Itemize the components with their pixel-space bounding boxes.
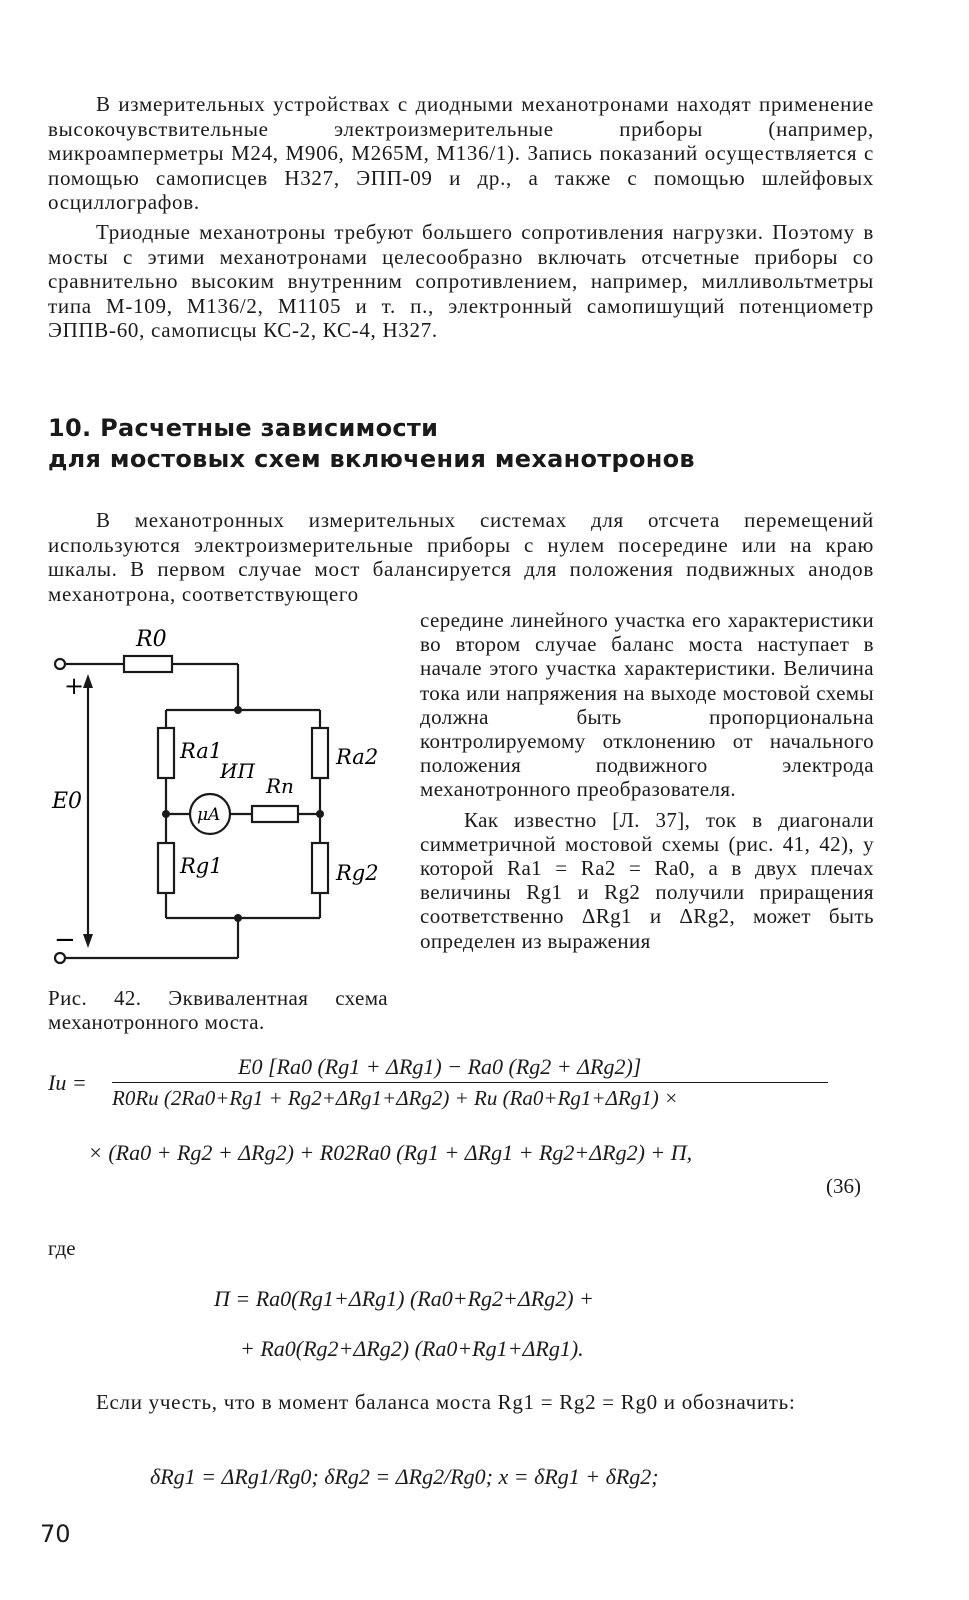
paragraph-systems-continued: середине линейного участка его характеристики во втором случае баланс моста наступает в начале этого участка характеристики. Величина тока или напряжения на выходе мостовой схемы должна быть пропорциональна контролируемому отклонению от начального положения подвижного электрода механотронного преобразователя.	[420, 608, 874, 802]
paragraph-triode: Триодные механотроны требуют большего сопротивления нагрузки. Поэтому в мосты с этими механотронами целесообразно включать отсчетные приборы со сравнительно высоким внутренним сопротивлением, например, милливольтметры типа М-109, М136/2, М1105 и т. п., электронный самопишущий потенциометр ЭППВ-60, самописцы КС-2, КС-4, Н327.	[48, 220, 874, 342]
paragraph-known-current: Как известно [Л. 37], ток в диагонали симметричной мостовой схемы (рис. 41, 42), у которой Rа1 = Rа2 = Rа0, а в двух плечах величины Rg1 и Rg2 получили приращения соответственно ΔRg1 и ΔRg2, может быть определен из выражения	[420, 807, 874, 953]
pi-equation-line2: + Rа0(Rg2+ΔRg2) (Rа0+Rg1+ΔRg1).	[240, 1336, 584, 1361]
label-r0: R0	[136, 627, 167, 652]
resistor-rp	[252, 806, 298, 822]
where-label: где	[48, 1236, 76, 1260]
right-column-text	[420, 608, 874, 953]
circuit-svg	[48, 618, 408, 978]
heading-line-1: 10. Расчетные зависимости	[48, 414, 439, 442]
paragraph-balance: Если учесть, что в момент баланса моста Rg1 = Rg2 = Rg0 и обозначить:	[96, 1390, 796, 1414]
equation-36-lhs: Iи =	[48, 1070, 87, 1095]
paragraph-intro: В измерительных устройствах с диодными механотронами находят применение высокочувствительные электроизмерительные приборы (например, микроамперметры М24, М906, М265М, М136/1). Запись показаний осуществляется с помощью самописцев Н327, ЭПП-09 и др., а также с помощью шлейфовых осциллографов.	[48, 92, 874, 214]
bridge-circuit-diagram	[48, 618, 408, 978]
fraction-bar	[112, 1082, 828, 1083]
resistor-rg1	[158, 843, 174, 893]
delta-equation: δRg1 = ΔRg1/Rg0; δRg2 = ΔRg2/Rg0; x = δRg1 + δRg2;	[150, 1464, 659, 1489]
label-meter: μA	[197, 805, 221, 825]
resistor-ra2	[312, 728, 328, 778]
label-ra1: Ra1	[180, 739, 223, 763]
equation-36-line2: × (Rа0 + Rg2 + ΔRg2) + R02Rа0 (Rg1 + ΔRg1 + Rg2+ΔRg2) + П,	[88, 1140, 693, 1165]
equation-36-denominator: R0Rи (2Rа0+Rg1 + Rg2+ΔRg1+ΔRg2) + Rи (Rа0+Rg1+ΔRg1) ×	[112, 1086, 679, 1110]
figure-caption: Рис. 42. Эквивалентная схема механотронного моста.	[48, 986, 388, 1034]
resistor-ra1	[158, 728, 174, 778]
label-ra2: Ra2	[336, 745, 379, 769]
resistor-r0	[124, 656, 172, 672]
equation-number: (36)	[826, 1174, 861, 1198]
terminal-top	[55, 659, 65, 669]
page-number: 70	[40, 1520, 71, 1548]
label-ip: ИП	[220, 759, 255, 783]
section-heading	[48, 413, 878, 475]
pi-equation-line1: П = Rа0(Rg1+ΔRg1) (Rа0+Rg2+ΔRg2) +	[214, 1286, 594, 1311]
resistor-rg2	[312, 843, 328, 893]
heading-line-2: для мостовых схем включения механотронов	[48, 445, 695, 473]
label-rg1: Rg1	[180, 854, 223, 878]
paragraph-systems: В механотронных измерительных системах для отсчета перемещений используются электроизмерительные приборы с нулем посередине или на краю шкалы. В первом случае мост балансируется для положения подвижных анодов механотрона, соответствующего	[48, 508, 874, 606]
label-minus: −	[54, 925, 76, 955]
label-plus: +	[64, 672, 85, 700]
equation-36-numerator: E0 [Rа0 (Rg1 + ΔRg1) − Rа0 (Rg2 + ΔRg2)]	[238, 1054, 642, 1079]
label-rp: Rп	[266, 774, 294, 798]
label-rg2: Rg2	[336, 861, 379, 885]
label-e0: E0	[52, 789, 83, 814]
